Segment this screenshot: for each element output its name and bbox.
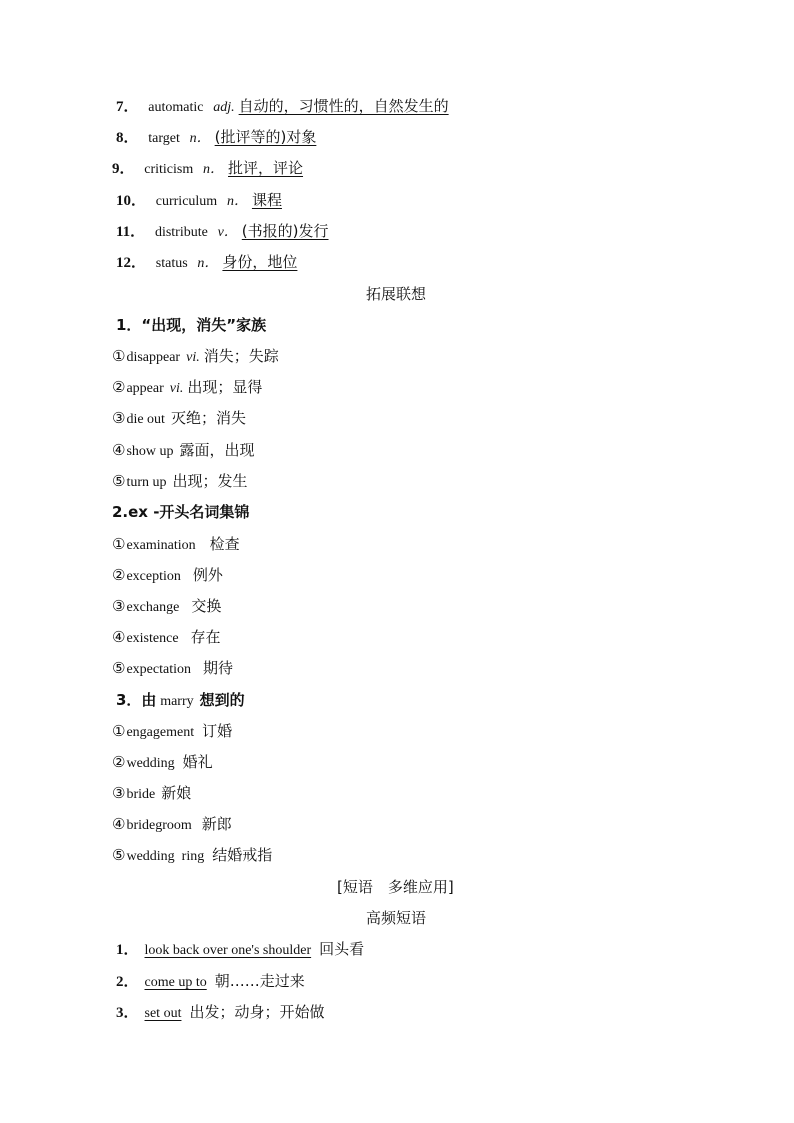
circled-number: ⑤: [112, 659, 126, 677]
item-number: 9．: [112, 161, 135, 177]
circled-number: ③: [112, 784, 126, 802]
english-term: engagement: [126, 725, 195, 740]
section-heading-phrase: [短语 多维应用]: [337, 878, 454, 896]
chinese-meaning: 交换: [191, 597, 222, 615]
item-number: 1．: [116, 942, 139, 958]
list-item: [112, 345, 279, 367]
vocab-word: curriculum: [155, 194, 218, 209]
list-item: [112, 470, 248, 492]
list-item: [112, 844, 272, 866]
part-of-speech: adj.: [213, 100, 235, 115]
vocab-item: [112, 157, 303, 179]
phrase-meaning: 回头看: [319, 940, 365, 958]
english-term: appear: [126, 381, 164, 396]
chinese-meaning: 出现；发生: [172, 472, 248, 490]
item-number: 7．: [116, 99, 139, 115]
chinese-meaning: 例外: [192, 566, 223, 584]
circled-number: ⑤: [112, 846, 126, 864]
vocab-item: [116, 220, 329, 242]
group-title: 2.ex -开头名词集锦: [112, 503, 250, 521]
list-item: [112, 720, 232, 742]
list-item: [112, 813, 232, 835]
group-title-word: marry: [160, 694, 194, 709]
item-number: 3．: [116, 1005, 139, 1021]
chinese-meaning: 灭绝；消失: [170, 409, 246, 427]
vocab-meaning: 身份，地位: [222, 253, 298, 271]
group-title: [116, 689, 245, 711]
vocab-meaning: 课程: [251, 191, 282, 209]
circled-number: ⑤: [112, 472, 126, 490]
chinese-meaning: 结婚戒指: [212, 846, 273, 864]
circled-number: ③: [112, 409, 126, 427]
circled-number: ②: [112, 378, 126, 396]
chinese-meaning: 出现；显得: [187, 378, 263, 396]
phrase-meaning: 出发；动身；开始做: [189, 1003, 325, 1021]
vocab-word: automatic: [148, 100, 204, 115]
section-heading-frequent: 高频短语: [366, 909, 427, 927]
part-of-speech: vi.: [169, 381, 184, 396]
vocab-meaning: 自动的，习惯性的，自然发生的: [238, 97, 449, 115]
section-heading-expand: 拓展联想: [366, 285, 427, 303]
vocab-meaning: (批评等的)对象: [214, 128, 317, 146]
list-item: [112, 564, 223, 586]
group-title-prefix: 3．由: [116, 691, 157, 709]
chinese-meaning: 露面，出现: [179, 441, 255, 459]
circled-number: ①: [112, 535, 126, 553]
vocab-item: [116, 251, 297, 273]
vocab-meaning: (书报的)发行: [241, 222, 329, 240]
item-number: 2．: [116, 974, 139, 990]
phrase-item: [116, 938, 364, 960]
vocab-word: criticism: [144, 162, 194, 177]
english-term: existence: [126, 631, 179, 646]
part-of-speech: n．: [189, 131, 211, 146]
group-title: 1．“出现，消失”家族: [116, 316, 267, 334]
list-item: [112, 439, 255, 461]
part-of-speech: v．: [217, 225, 238, 240]
vocab-item: [116, 95, 449, 117]
chinese-meaning: 婚礼: [182, 753, 213, 771]
circled-number: ④: [112, 628, 126, 646]
circled-number: ①: [112, 347, 126, 365]
chinese-meaning: 期待: [202, 659, 233, 677]
part-of-speech: vi.: [186, 350, 200, 365]
english-term: bride: [126, 787, 156, 802]
chinese-meaning: 新郎: [201, 815, 232, 833]
list-item: [112, 626, 221, 648]
circled-number: ④: [112, 815, 126, 833]
english-term: wedding: [126, 756, 175, 771]
english-term: show up: [126, 444, 174, 459]
item-number: 8．: [116, 130, 139, 146]
english-term: turn up: [126, 475, 167, 490]
circled-number: ②: [112, 566, 126, 584]
list-item: [112, 782, 191, 804]
list-item: [112, 751, 213, 773]
chinese-meaning: 消失；失踪: [203, 347, 279, 365]
phrase-item: [116, 970, 305, 992]
chinese-meaning: 新娘: [161, 784, 192, 802]
list-item: [112, 376, 262, 398]
english-term: examination: [126, 538, 196, 553]
vocab-item: [116, 126, 316, 148]
part-of-speech: n．: [226, 194, 248, 209]
phrase-meaning: 朝……走过来: [214, 972, 305, 990]
chinese-meaning: 存在: [190, 628, 221, 646]
phrase-english: look back over one's shoulder: [144, 943, 312, 958]
circled-number: ③: [112, 597, 126, 615]
chinese-meaning: 订婚: [202, 722, 233, 740]
list-item: [112, 595, 221, 617]
list-item: [112, 533, 240, 555]
list-item: [112, 657, 233, 679]
english-term: exchange: [126, 600, 180, 615]
english-term: disappear: [126, 350, 181, 365]
circled-number: ④: [112, 441, 126, 459]
circled-number: ②: [112, 753, 126, 771]
part-of-speech: n．: [203, 162, 225, 177]
phrase-english: come up to: [144, 975, 207, 990]
item-number: 11．: [116, 224, 146, 240]
english-term: exception: [126, 569, 181, 584]
item-number: 10．: [116, 193, 147, 209]
group-title-suffix: 想到的: [199, 691, 245, 709]
circled-number: ①: [112, 722, 126, 740]
vocab-meaning: 批评，评论: [228, 159, 304, 177]
vocab-item: [116, 189, 282, 211]
item-number: 12．: [116, 255, 147, 271]
part-of-speech: n．: [197, 256, 219, 271]
english-term: die out: [126, 412, 165, 427]
phrase-item: [116, 1001, 324, 1023]
phrase-english: set out: [144, 1006, 182, 1021]
english-term: expectation: [126, 662, 191, 677]
chinese-meaning: 检查: [209, 535, 240, 553]
vocab-word: target: [148, 131, 180, 146]
english-term: bridegroom: [126, 818, 192, 833]
english-term: wedding ring: [126, 849, 205, 864]
vocab-word: distribute: [154, 225, 208, 240]
vocab-word: status: [155, 256, 188, 271]
list-item: [112, 407, 246, 429]
